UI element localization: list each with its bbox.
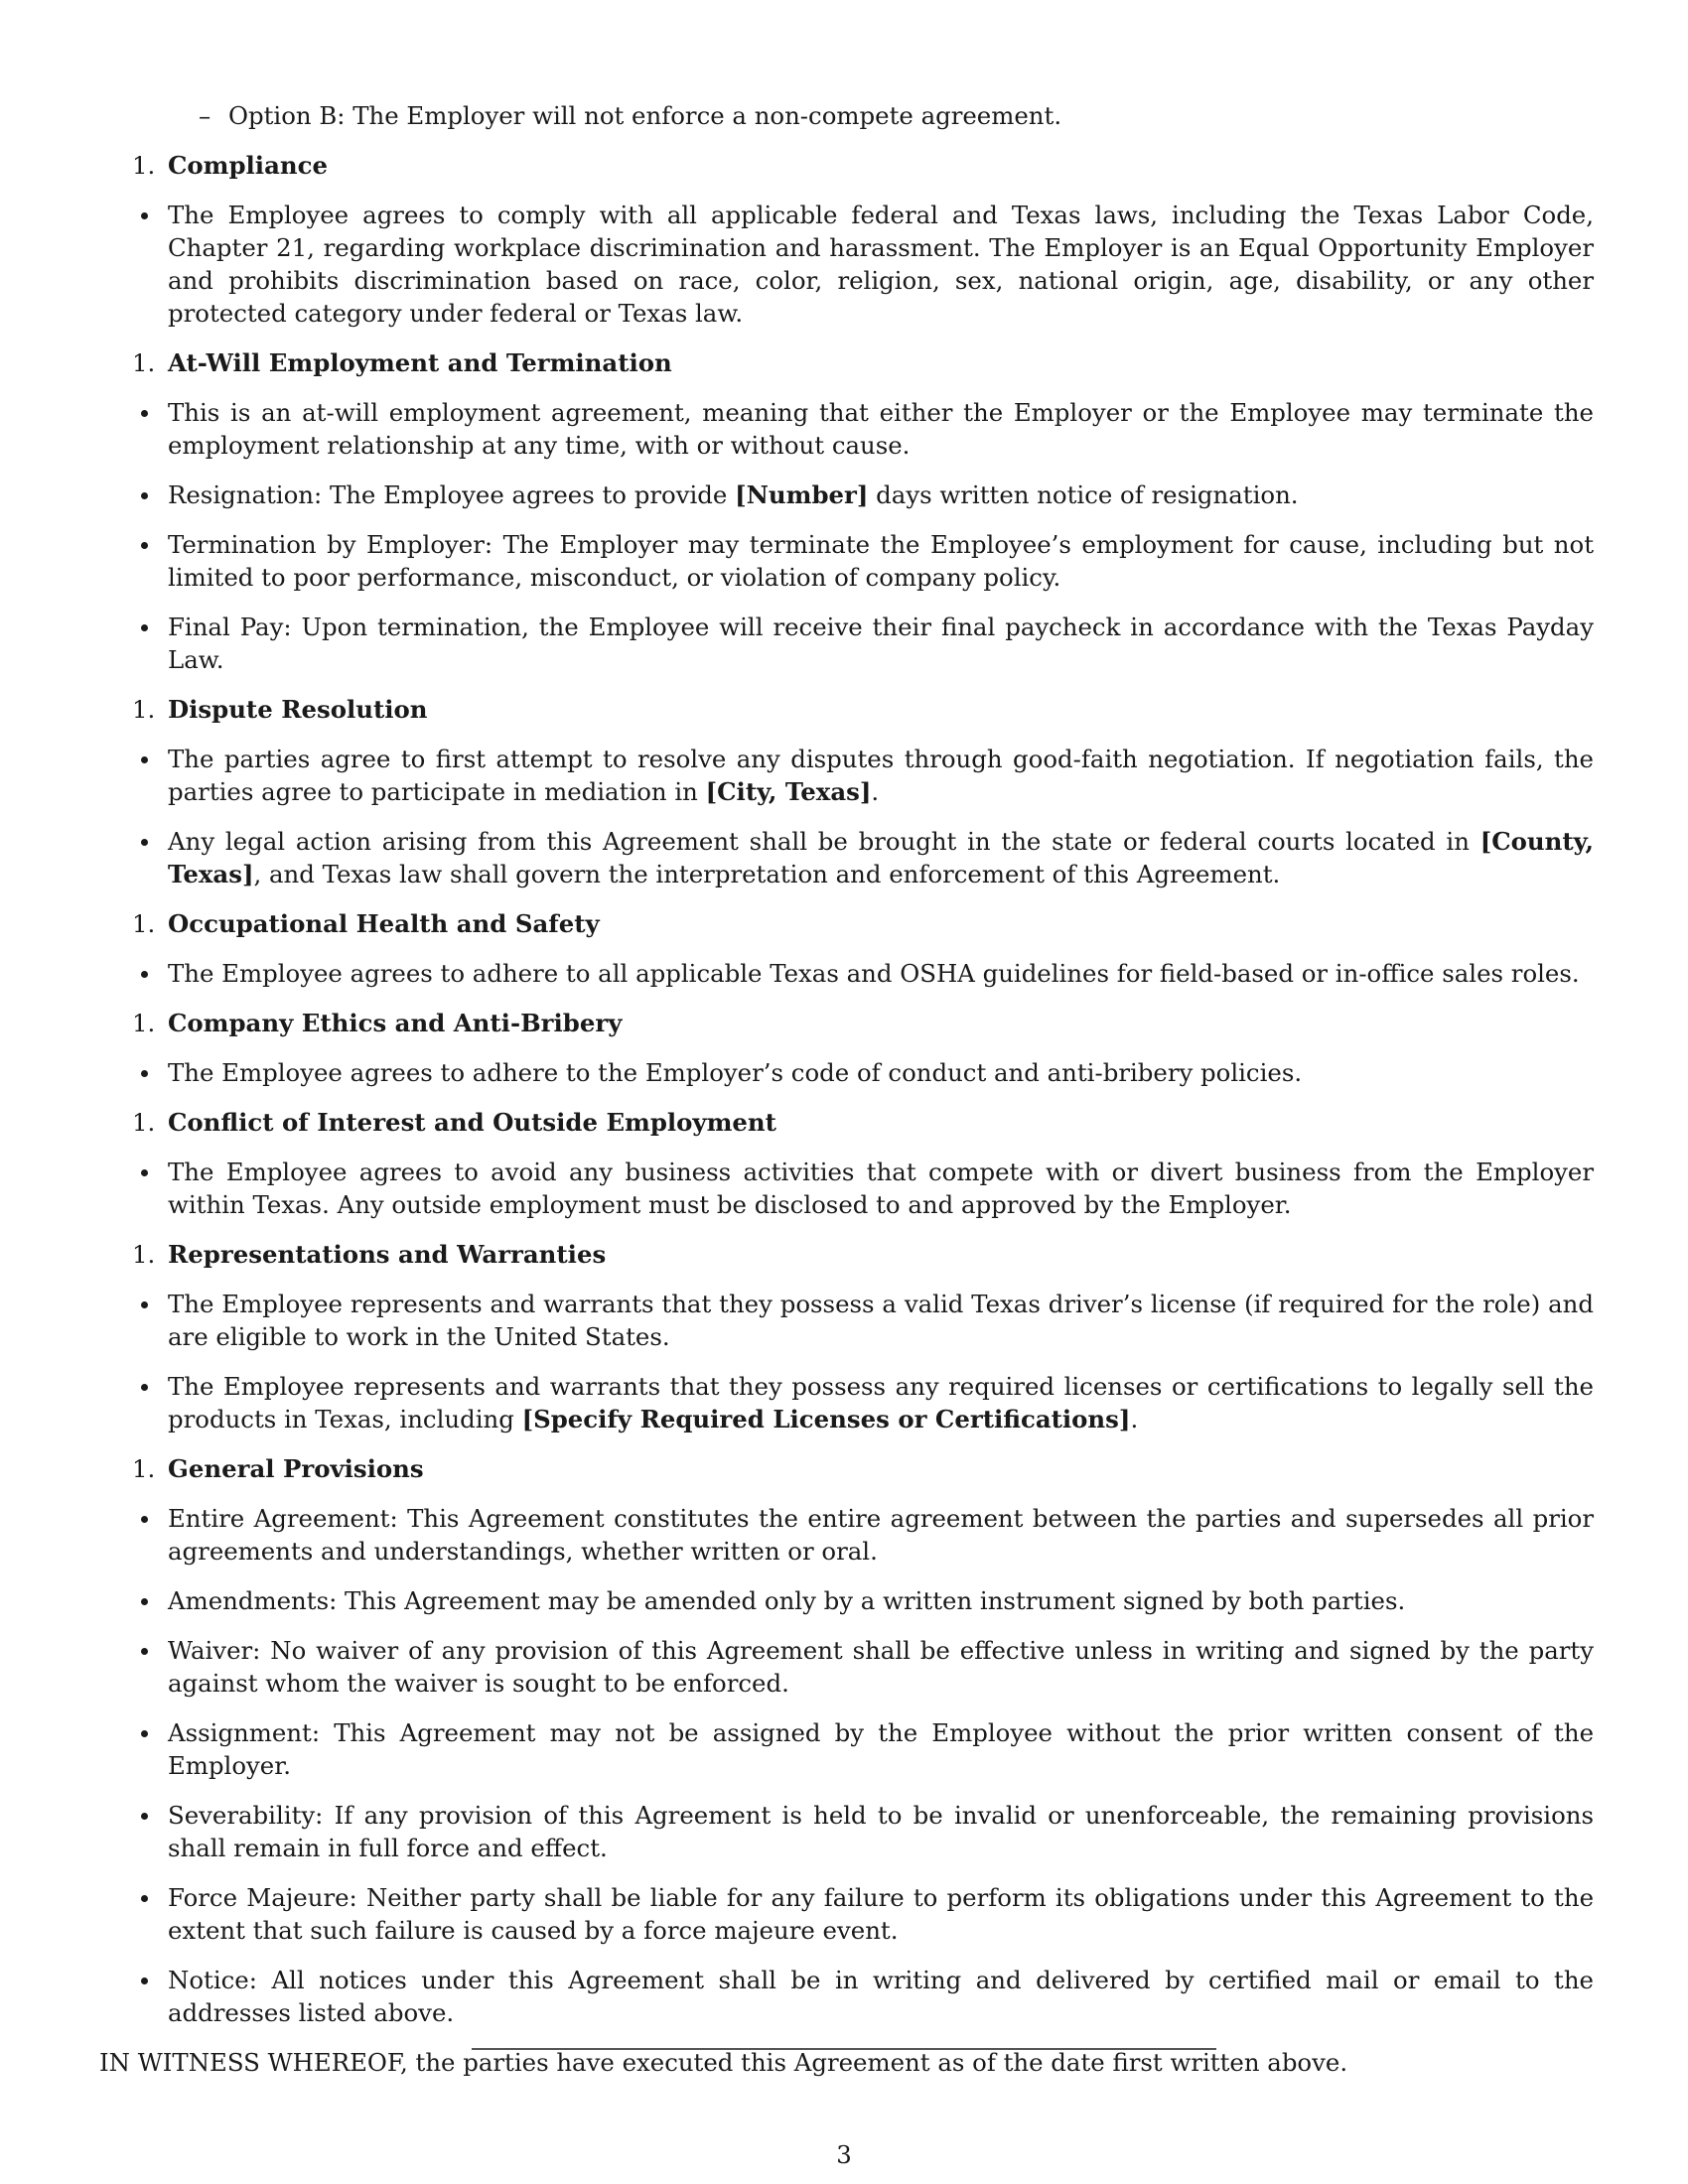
bullet-text: The parties agree to first attempt to resolve any disputes through good-faith negotiation. If negotiation fails, the parties agree to participate in mediation in	[168, 745, 1594, 806]
option-b-item	[99, 99, 1594, 132]
bullet-text: Severability: If any provision of this Agreement is held to be invalid or unenforceable, the remaining provisions shall remain in full force and effect.	[168, 1801, 1594, 1862]
list-item	[99, 1288, 1594, 1353]
bullet-text: Entire Agreement: This Agreement constitutes the entire agreement between the parties and supersedes all prior agreements and understandings, whether written or oral.	[168, 1504, 1594, 1566]
bullet-icon	[141, 212, 148, 219]
section-title: Representations and Warranties	[168, 1240, 607, 1269]
section-general-provisions	[99, 1452, 1594, 1485]
section-title: At-Will Employment and Termination	[168, 348, 672, 377]
bullet-icon	[141, 1384, 148, 1391]
bullet-text: Termination by Employer: The Employer may terminate the Employee’s employment for cause, including but not limited to poor performance, misconduct, or violation of company policy.	[168, 530, 1594, 592]
list-item	[99, 1799, 1594, 1864]
section-title: Occupational Health and Safety	[168, 909, 600, 938]
list-item	[99, 957, 1594, 990]
list-item	[99, 825, 1594, 890]
bullet-icon	[141, 1730, 148, 1737]
placeholder-city: [City, Texas]	[705, 777, 872, 806]
bullet-text: This is an at-will employment agreement, meaning that either the Employer or the Employee may terminate the employment relationship at any time, with or without cause.	[168, 398, 1594, 460]
list-item	[99, 199, 1594, 330]
bullet-icon	[141, 756, 148, 763]
bullet-text: .	[1130, 1405, 1139, 1433]
section-health-safety	[99, 907, 1594, 940]
bullet-text: Any legal action arising from this Agreement shall be brought in the state or federal courts located in	[168, 827, 1480, 856]
section-number: 1.	[132, 151, 156, 180]
section-representations	[99, 1238, 1594, 1271]
section-number: 1.	[132, 1009, 156, 1037]
bullet-icon	[141, 1598, 148, 1605]
bullet-text: Final Pay: Upon termination, the Employee will receive their final paycheck in accordance with the Texas Payday Law.	[168, 613, 1594, 674]
placeholder-county: [County, Texas]	[168, 827, 1594, 888]
bullet-text: , and Texas law shall govern the interpretation and enforcement of this Agreement.	[253, 860, 1281, 888]
bullet-text: Amendments: This Agreement may be amended only by a written instrument signed by both parties.	[168, 1586, 1406, 1615]
list-item	[99, 1716, 1594, 1782]
bullet-icon	[141, 410, 148, 417]
bullet-text: The Employee agrees to adhere to all applicable Texas and OSHA guidelines for field-based or in-office sales roles.	[168, 959, 1580, 988]
placeholder-number: [Number]	[735, 480, 869, 509]
bullet-icon	[141, 624, 148, 631]
bullet-icon	[141, 971, 148, 978]
list-item	[99, 478, 1594, 511]
list-item	[99, 1502, 1594, 1568]
section-conflict-of-interest	[99, 1106, 1594, 1139]
bullet-icon	[141, 1516, 148, 1523]
bullet-icon	[141, 492, 148, 499]
bullet-text: Notice: All notices under this Agreement shall be in writing and delivered by certified mail or email to the addresses listed above.	[168, 1966, 1594, 2027]
section-dispute-resolution	[99, 693, 1594, 726]
bullet-icon	[141, 542, 148, 549]
section-compliance	[99, 149, 1594, 182]
bullet-text: Resignation: The Employee agrees to provide	[168, 480, 736, 509]
list-item	[99, 1370, 1594, 1435]
witness-statement: IN WITNESS WHEREOF, the parties have executed this Agreement as of the date first written above.	[99, 2048, 1348, 2077]
bullet-text: .	[871, 777, 880, 806]
bullet-icon	[141, 1813, 148, 1820]
bullet-text: Force Majeure: Neither party shall be liable for any failure to perform its obligations under this Agreement to the extent that such failure is caused by a force majeure event.	[168, 1883, 1594, 1945]
section-at-will	[99, 346, 1594, 379]
bullet-icon	[141, 1895, 148, 1902]
bullet-icon	[141, 839, 148, 846]
bullet-text: Assignment: This Agreement may not be assigned by the Employee without the prior written consent of the Employer.	[168, 1718, 1594, 1780]
section-number: 1.	[132, 1240, 156, 1269]
bullet-icon	[141, 1070, 148, 1077]
bullet-icon	[141, 1301, 148, 1308]
bullet-text: The Employee agrees to comply with all applicable federal and Texas laws, including the Texas Labor Code, Chapter 21, regarding workplace discrimination and harassment. The Employer is an Equal Opportunity Employer and prohibits discrimination based on race, color, religion, sex, national origin, age, disability, or any other protected category under federal or Texas law.	[168, 201, 1594, 328]
section-number: 1.	[132, 695, 156, 724]
list-item	[99, 396, 1594, 462]
signature-line	[472, 2048, 1216, 2050]
list-item	[99, 1584, 1594, 1617]
bullet-text: days written notice of resignation.	[868, 480, 1299, 509]
bullet-text: Waiver: No waiver of any provision of this Agreement shall be effective unless in writing and signed by the party against whom the waiver is sought to be enforced.	[168, 1636, 1594, 1698]
document-body	[99, 99, 1594, 2079]
dash-marker: –	[199, 101, 211, 130]
list-item	[99, 1156, 1594, 1221]
bullet-icon	[141, 1978, 148, 1984]
list-item	[99, 1964, 1594, 2029]
section-number: 1.	[132, 1454, 156, 1483]
list-item	[99, 1634, 1594, 1700]
bullet-icon	[141, 1169, 148, 1176]
bullet-text: The Employee agrees to avoid any business activities that compete with or divert business from the Employer within Texas. Any outside employment must be disclosed to and approved by the Employer.	[168, 1158, 1594, 1219]
bullet-text: The Employee represents and warrants that they possess a valid Texas driver’s license (if required for the role) and are eligible to work in the United States.	[168, 1290, 1594, 1351]
bullet-icon	[141, 1648, 148, 1655]
placeholder-licenses: [Specify Required Licenses or Certifications]	[521, 1405, 1131, 1433]
option-b-text: Option B: The Employer will not enforce a non-compete agreement.	[228, 101, 1062, 130]
list-item	[99, 528, 1594, 594]
section-title: Compliance	[168, 151, 328, 180]
list-item	[99, 1881, 1594, 1947]
section-number: 1.	[132, 909, 156, 938]
bullet-text: The Employee represents and warrants that they possess any required licenses or certifications to legally sell the products in Texas, including	[168, 1372, 1594, 1433]
list-item	[99, 1056, 1594, 1089]
page-number: 3	[836, 2140, 852, 2169]
list-item	[99, 743, 1594, 808]
section-title: Dispute Resolution	[168, 695, 428, 724]
section-title: Conflict of Interest and Outside Employment	[168, 1108, 776, 1137]
section-title: Company Ethics and Anti-Bribery	[168, 1009, 623, 1037]
section-title: General Provisions	[168, 1454, 424, 1483]
section-number: 1.	[132, 348, 156, 377]
section-ethics	[99, 1007, 1594, 1039]
bullet-text: The Employee agrees to adhere to the Employer’s code of conduct and anti-bribery policies.	[168, 1058, 1303, 1087]
list-item	[99, 611, 1594, 676]
section-number: 1.	[132, 1108, 156, 1137]
